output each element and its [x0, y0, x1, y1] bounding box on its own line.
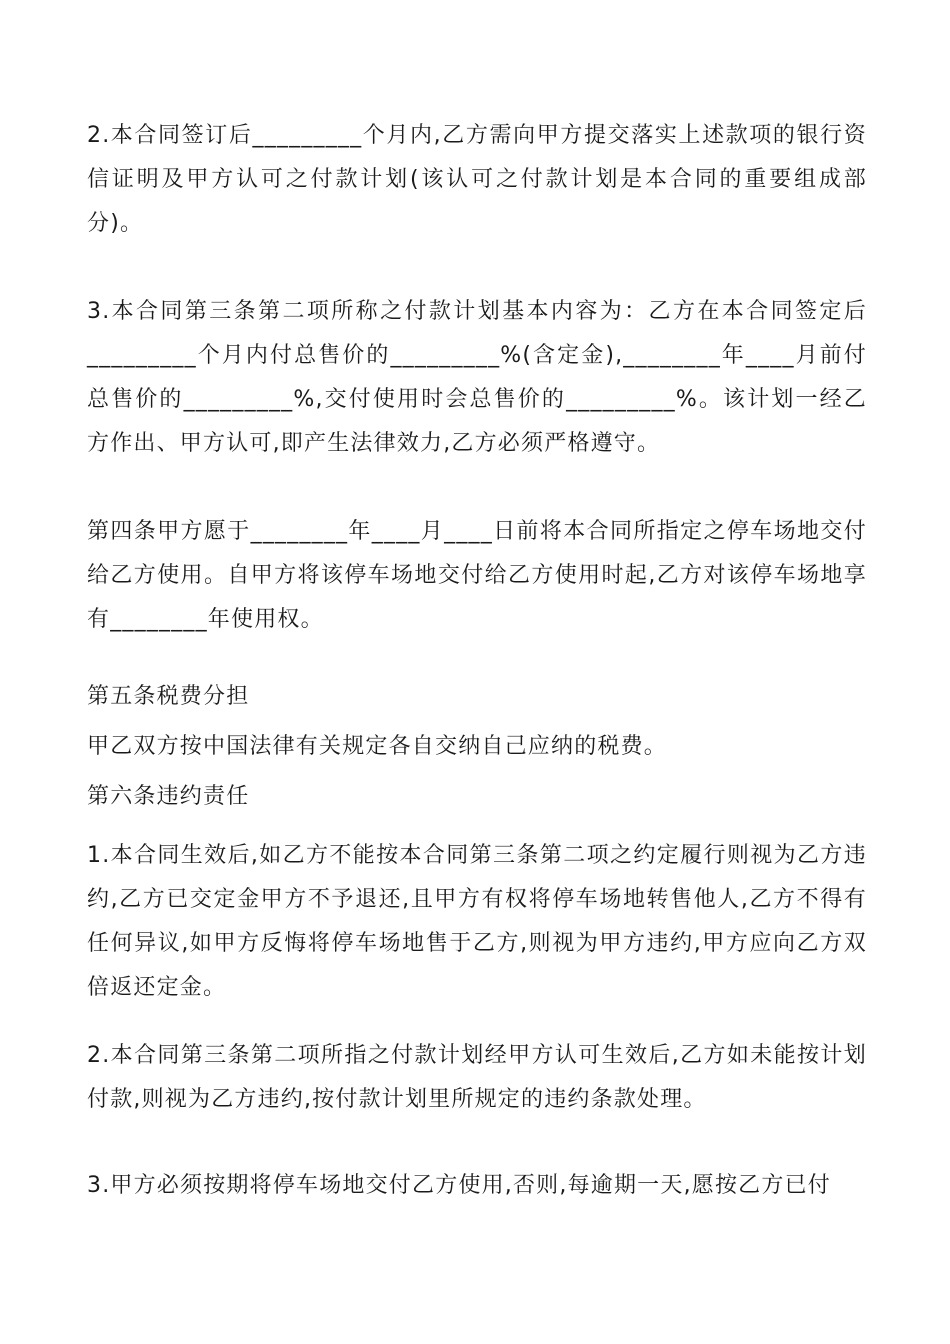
article-6-heading: 第六条违约责任: [87, 784, 250, 809]
clause-2-bank-credit-proof: 2.本合同签订后_________个月内,乙方需向甲方提交落实上述款项的银行资信证明及甲方认可之付款计划(该认可之付款计划是本合同的重要组成部分)。: [87, 123, 867, 236]
clause-3-late-delivery: 3.甲方必须按期将停车场地交付乙方使用,否则,每逾期一天,愿按乙方已付: [87, 1173, 831, 1198]
article-5-heading: 第五条税费分担: [87, 684, 250, 709]
clause-1-breach-deposit: 1.本合同生效后,如乙方不能按本合同第三条第二项之约定履行则视为乙方违约,乙方已交定金甲方不予退还,且甲方有权将停车场地转售他人,乙方不得有任何异议,如甲方反悔将停车场地售于乙方,则视为甲方违约,甲方应向乙方双倍返还定金。: [87, 843, 867, 1000]
article-4-delivery: 第四条甲方愿于________年____月____日前将本合同所指定之停车场地交付给乙方使用。自甲方将该停车场地交付给乙方使用时起,乙方对该停车场地享有________年使用权。: [87, 519, 867, 632]
clause-3-payment-plan: 3.本合同第三条第二项所称之付款计划基本内容为：乙方在本合同签定后_________个月内付总售价的_________%(含定金),________年____月前付总售价的_________%,交付使用时会总售价的_________%。该计划一经乙方作出、甲方认可,即产生法律效力,乙方必须严格遵守。: [87, 299, 867, 456]
clause-2-breach-payment: 2.本合同第三条第二项所指之付款计划经甲方认可生效后,乙方如未能按计划付款,则视为乙方违约,按付款计划里所规定的违约条款处理。: [87, 1043, 867, 1112]
article-5-body: 甲乙双方按中国法律有关规定各自交纳自己应纳的税费。: [87, 734, 668, 759]
